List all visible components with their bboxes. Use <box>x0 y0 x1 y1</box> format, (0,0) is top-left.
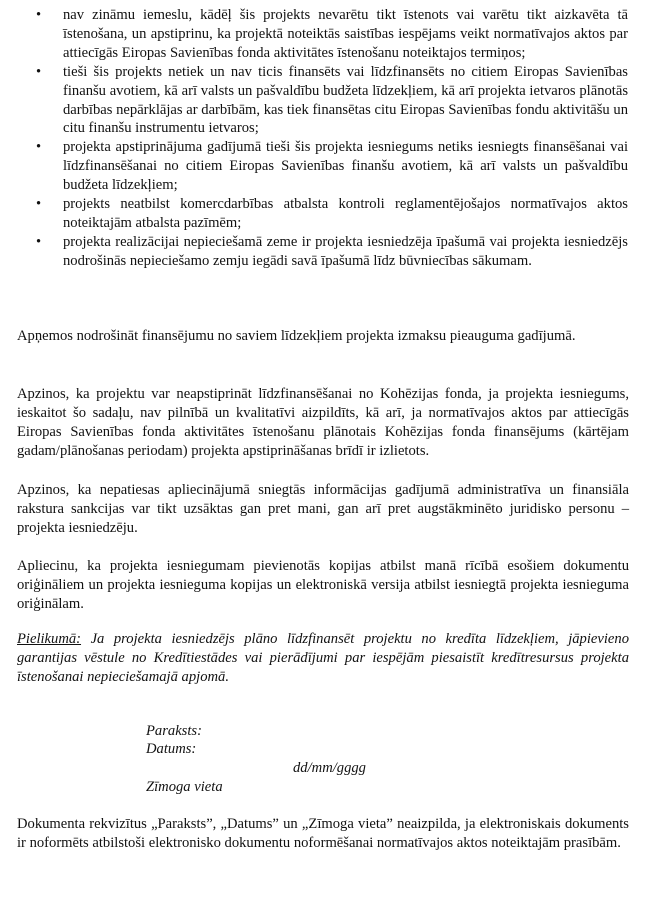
sanctions-paragraph: Apzinos, ka nepatiesas apliecinājumā sniegtās informācijas gadījumā administratīva un finansiāla rakstura sankcijas var tikt uzsāktas gan pret mani, gan arī pret augstākminēto juridisko personu – projekta iesniedzēju. <box>17 482 629 536</box>
bullet-icon: • <box>36 7 42 23</box>
attachment-label: Pielikumā: <box>17 631 82 647</box>
funding-commitment-paragraph: Apņemos nodrošināt finansējumu no saviem līdzekļiem projekta izmaksu pieauguma gadījumā. <box>17 328 576 344</box>
declaration-bullet-list <box>0 6 645 271</box>
date-format: dd/mm/gggg <box>293 760 366 776</box>
date-label: Datums: <box>146 741 197 757</box>
bullet-icon: • <box>36 196 42 213</box>
bullet-item <box>0 233 645 271</box>
bullet-text: tieši šis projekts netiek un nav ticis finansēts vai līdzfinansēts no citiem Eiropas Savienības finanšu avotiem, kā arī valsts un pašvaldību budžeta līdzekļiem, kā arī projekta ietvaros plānotās darbības nepārklājas ar darbībām, kas tiek finansētas citu Eiropas Savienības fondu aktivitāšu un citu finanšu instrumentu ietvaros; <box>63 63 628 137</box>
cohesion-fund-paragraph: Apzinos, ka projektu var neapstiprināt līdzfinansēšanai no Kohēzijas fonda, ja projekta iesniegums, ieskaitot šo sadaļu, nav pilnībā un kvalitatīvi aizpildīts, kā arī, ja normatīvajos aktos par attiecīgās Eiropas Savienības fonda aktivitātes īstenošanu plānotais Kohēzijas fonda finansējums (kārtējam gadam/plānošanas periodam) projekta apstiprināšanas brīdī ir izlietots. <box>17 386 629 459</box>
bullet-item <box>0 195 645 233</box>
bullet-text: projekta realizācijai nepieciešamā zeme ir projekta iesniedzēja īpašumā vai projekta iesniedzējs nodrošinās nepieciešamo zemju iegādi savā īpašumā līdz būvniecības sākumam. <box>63 233 628 269</box>
attachment-text: Ja projekta iesniedzējs plāno līdzfinansēt projektu no kredīta līdzekļiem, jāpievieno garantijas vēstule no Kredītiestādes vai pierādījumi par iespējām piesaistīt kredītresursus projekta īstenošanai nepieciešamajā apjomā. <box>17 631 629 685</box>
footer-note: Dokumenta rekvizītus „Paraksts”, „Datums” un „Zīmoga vieta” neaizpilda, ja elektroniskais dokuments ir noformēts atbilstoši elektronisko dokumentu noformēšanai normatīvajos aktos noteiktajām prasībām. <box>17 816 629 851</box>
signature-label: Paraksts: <box>146 723 202 739</box>
bullet-icon: • <box>36 139 42 156</box>
stamp-place-label: Zīmoga vieta <box>146 779 223 795</box>
bullet-icon: • <box>36 63 42 80</box>
bullet-item <box>0 138 645 195</box>
bullet-text: projekts neatbilst komercdarbības atbalsta kontroli reglamentējošajos normatīvajos aktos noteiktajām atbalsta pazīmēm; <box>63 196 628 231</box>
bullet-item <box>0 6 645 63</box>
bullet-text: projekta apstiprinājuma gadījumā tieši šis projekta iesniegums netiks iesniegts finansēšanai vai līdzfinansēšanai no citiem Eiropas Savienības finanšu avotiem, kā arī valsts un pašvaldību budžeta līdzekļiem; <box>63 139 628 194</box>
bullet-text: nav zināmu iemeslu, kādēļ šis projekts nevarētu tikt īstenots vai varētu tikt aizkavēta tā īstenošana, un apstiprinu, ka projektā noteiktās saistības iespējams veikt normatīvajos aktos par attiecīgās Eiropas Savienības fonda aktivitātes īstenošanu noteiktajos termiņos; <box>63 7 628 61</box>
attachment-note <box>17 630 629 687</box>
copies-certification-paragraph: Apliecinu, ka projekta iesniegumam pievienotās kopijas atbilst manā rīcībā esošiem dokumentu oriģināliem un projekta iesnieguma kopijas un elektroniskā versija atbilst iesniegtā projekta iesnieguma oriģinālam. <box>17 558 629 612</box>
bullet-icon: • <box>36 233 42 250</box>
bullet-item <box>0 63 645 139</box>
